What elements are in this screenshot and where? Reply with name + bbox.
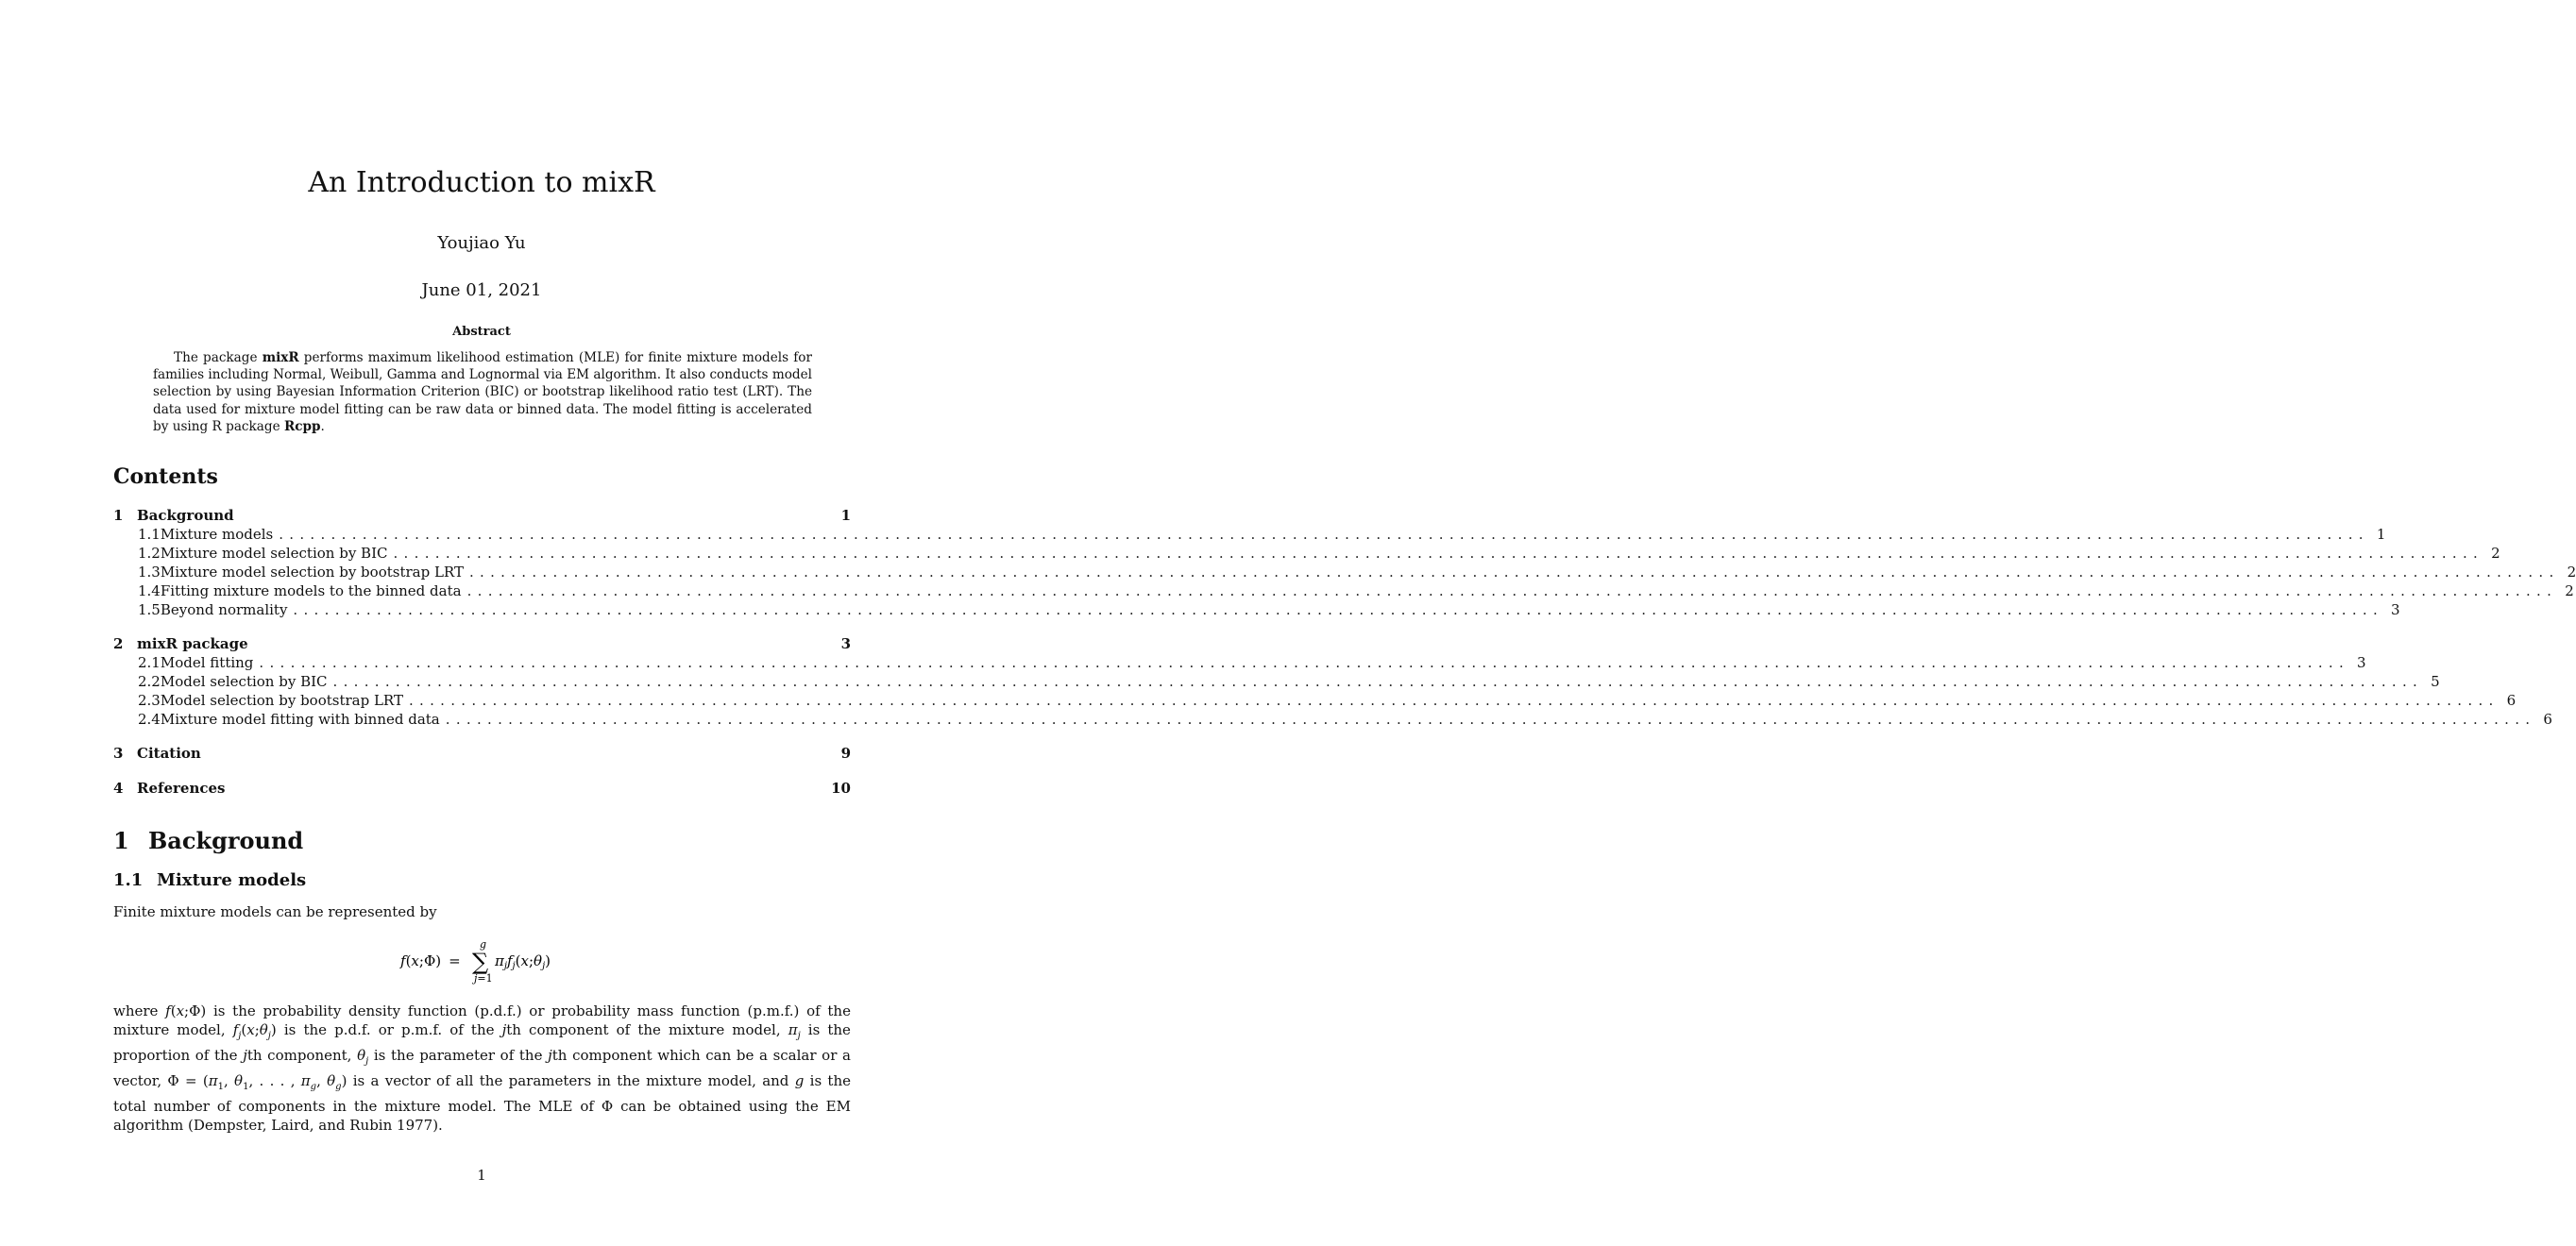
section-number: 1 <box>113 827 129 854</box>
toc-subsection-page: 2 <box>2491 545 2500 562</box>
toc-section[interactable] <box>113 507 851 524</box>
toc-subsection-number: 1.2 <box>138 545 161 562</box>
toc-subsection[interactable] <box>138 692 2517 709</box>
toc-subsection-label: Model selection by BIC <box>160 673 328 690</box>
toc-leader-dots: ........................................................................................................................................................................................................ <box>445 711 2536 728</box>
subsection-heading <box>113 870 306 890</box>
author: Youjiao Yu <box>437 233 526 253</box>
para-text: is the parameter of the <box>373 1047 543 1064</box>
toc-subsection-page: 3 <box>2391 601 2400 618</box>
svg-text:j=1: j=1 <box>474 972 493 985</box>
abstract-pkg: mixR <box>262 350 299 365</box>
mixture-equation <box>397 934 585 985</box>
toc-leader-dots: ........................................................................................................................................................................................................ <box>393 545 2484 562</box>
toc-subsection-page: 2 <box>2565 582 2574 599</box>
toc-section-number: 1 <box>113 507 124 524</box>
toc-subsection-number: 1.3 <box>138 564 161 581</box>
page-number: 1 <box>477 1167 486 1184</box>
toc-subsection-number: 2.2 <box>138 673 161 690</box>
section-title: Background <box>148 827 304 854</box>
toc-section-page: 10 <box>831 780 851 797</box>
svg-text:f(x;Φ)=: f(x;Φ) = <box>400 952 461 969</box>
toc-leader-dots: ........................................................................................................................................................................................................ <box>259 654 2350 671</box>
toc-section-label: Background <box>137 507 234 524</box>
toc-subsection[interactable] <box>138 582 2574 599</box>
toc-section-number: 2 <box>113 635 124 652</box>
toc-section-page: 3 <box>840 635 851 652</box>
para-text: is the p.d.f. or p.m.f. of the <box>283 1021 495 1038</box>
paragraph-intro: Finite mixture models can be represented by <box>113 903 437 920</box>
para-text: is a vector of all the parameters in the mixture model, and <box>352 1072 789 1089</box>
contents-heading: Contents <box>113 464 218 489</box>
toc-subsection[interactable] <box>138 564 2576 581</box>
toc-subsection[interactable] <box>138 601 2400 618</box>
toc-section-page: 9 <box>840 745 851 762</box>
abstract-intro: The package <box>174 350 258 365</box>
toc-subsection[interactable] <box>138 711 2552 728</box>
svg-text:∑: ∑ <box>472 949 489 975</box>
toc-section[interactable] <box>113 745 851 762</box>
toc-section-label: Citation <box>137 745 201 762</box>
toc-subsection-number: 1.4 <box>138 582 161 599</box>
para-text: th component which can be a scalar or a vector, <box>113 1047 851 1089</box>
toc-subsection-label: Mixture model fitting with binned data <box>160 711 440 728</box>
toc-leader-dots: ........................................................................................................................................................................................................ <box>279 526 2369 543</box>
abstract-text <box>153 349 812 435</box>
para-text: th component of the mixture model, <box>506 1021 781 1038</box>
toc-leader-dots: ........................................................................................................................................................................................................ <box>293 601 2384 618</box>
toc-subsection-page: 5 <box>2431 673 2440 690</box>
toc-section-page: 1 <box>840 507 851 524</box>
toc-section-number: 3 <box>113 745 124 762</box>
toc-subsection[interactable] <box>138 545 2500 562</box>
para-text: is the proportion of the <box>113 1021 851 1064</box>
toc-subsection-page: 3 <box>2357 654 2366 671</box>
para-text: is the total number of components in the mixture model. The MLE of <box>113 1072 851 1115</box>
toc-leader-dots: ........................................................................................................................................................................................................ <box>408 692 2500 709</box>
date: June 01, 2021 <box>421 280 542 300</box>
toc-section-label: References <box>137 780 226 797</box>
abstract-end: . <box>320 418 325 434</box>
paragraph-definitions: where f(x;Φ) is the probability density function (p.d.f.) or probability mass function (p.m.f.) of the mixture model, $f_j(x;\theta_j)$ is the p.d.f. or p.m.f. of the jth component of the mixture model, $\pi_j$ is the proportion of the jth component, $\theta_j$ is the parameter of the jth component which can be a scalar or a vector, $\Phi = (\pi_1$, $\theta_1$, . . . , $\pi_g$, $\theta_g$) is a vector of all the parameters in the mixture model, and g is the total number of components in the mixture model. The MLE of Φ can be obtained using the EM algorithm (Dempster, Laird, and Rubin 1977). <box>113 1002 851 1134</box>
toc-leader-dots: ........................................................................................................................................................................................................ <box>468 564 2560 581</box>
toc-section-label: mixR package <box>137 635 248 652</box>
abstract-pkg2: Rcpp <box>283 418 321 434</box>
toc-subsection-label: Mixture models <box>160 526 274 543</box>
toc-subsection-number: 2.1 <box>138 654 161 671</box>
toc-subsection-number: 2.3 <box>138 692 161 709</box>
toc-subsection[interactable] <box>138 654 2366 671</box>
toc-subsection-label: Fitting mixture models to the binned data <box>160 582 462 599</box>
para-text: is the probability density function (p.d.f.) or probability mass function (p.m.f.) of the mixture model, <box>113 1002 851 1038</box>
document-title: An Introduction to mixR <box>308 166 655 199</box>
toc-subsection-label: Beyond normality <box>160 601 288 618</box>
toc-section[interactable] <box>113 780 851 797</box>
svg-text:g: g <box>480 938 487 951</box>
toc-subsection-label: Model fitting <box>160 654 254 671</box>
toc-subsection-label: Mixture model selection by BIC <box>160 545 388 562</box>
toc-leader-dots: ........................................................................................................................................................................................................ <box>466 582 2558 599</box>
abstract-body: performs maximum likelihood estimation (MLE) for finite mixture models for families including Normal, Weibull, Gamma and Lognormal via EM algorithm. It also conducts model selection by using Bayesian Information Criterion (BIC) or bootstrap likelihood ratio test (LRT). The data used for mixture model fitting can be raw data or binned data. The model fitting is accelerated by using R package <box>153 350 812 434</box>
para-text: th component, <box>246 1047 352 1064</box>
toc-subsection-page: 6 <box>2543 711 2552 728</box>
toc-leader-dots: ........................................................................................................................................................................................................ <box>332 673 2424 690</box>
toc-subsection-number: 2.4 <box>138 711 161 728</box>
toc-section-number: 4 <box>113 780 124 797</box>
toc-subsection-page: 1 <box>2376 526 2386 543</box>
section-heading <box>113 827 303 854</box>
para-text: can be obtained using the EM algorithm (Dempster, Laird, and Rubin 1977). <box>113 1098 851 1134</box>
toc-subsection-number: 1.5 <box>138 601 161 618</box>
subsection-title: Mixture models <box>157 870 307 890</box>
svg-text:πjfj(x;θj): $\pi_jf_j(x;\theta_j)$ <box>495 952 551 971</box>
para-text: where <box>113 1002 159 1019</box>
toc-subsection-label: Mixture model selection by bootstrap LRT <box>160 564 464 581</box>
toc-subsection[interactable] <box>138 526 2386 543</box>
toc-subsection-page: 2 <box>2567 564 2576 581</box>
toc-subsection-number: 1.1 <box>138 526 161 543</box>
subsection-number: 1.1 <box>113 870 144 890</box>
toc-subsection-label: Model selection by bootstrap LRT <box>160 692 403 709</box>
toc-subsection-page: 6 <box>2506 692 2517 709</box>
toc-subsection[interactable] <box>138 673 2440 690</box>
abstract-heading: Abstract <box>452 325 511 339</box>
toc-section[interactable] <box>113 635 851 652</box>
